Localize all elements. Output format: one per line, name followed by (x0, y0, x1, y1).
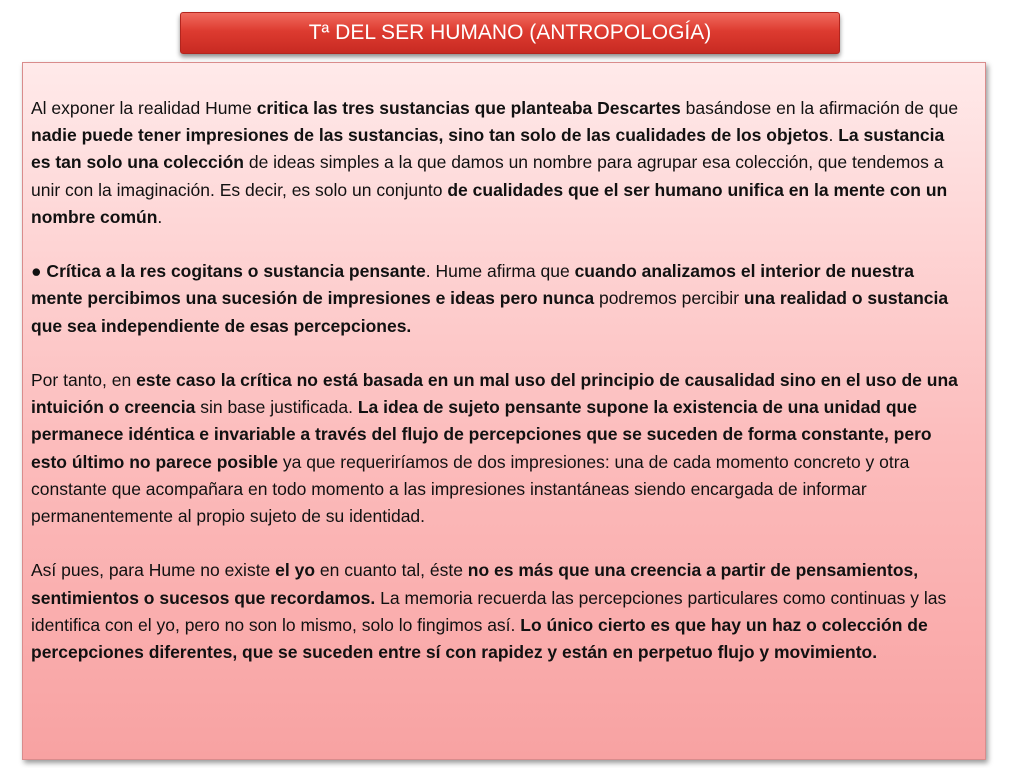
paragraph-res-cogitans: ● Crítica a la res cogitans o sustancia pensante. Hume afirma que cuando analizamos el interior de nuestra mente percibimos una sucesión de impresiones e ideas pero nunca podremos percibir una realidad o sustancia que sea independiente de esas percepciones. (31, 261, 949, 336)
body-text (31, 95, 966, 666)
content-panel (22, 62, 986, 760)
paragraph-causality: Por tanto, en este caso la crítica no está basada en un mal uso del principio de causalidad sino en el uso de una intuición o creencia sin base justificada. La idea de sujeto pensante supone la existencia de una unidad que permanece idéntica e invariable a través del flujo de percepciones que se suceden de forma constante, pero esto último no parece posible ya que requeriríamos de dos impresiones: una de cada momento concreto y otra constante que acompañara en todo momento a las impresiones instantáneas siendo encargada de informar permanentemente al propio sujeto de su identidad. (31, 370, 958, 527)
paragraph-substance-critique: Al exponer la realidad Hume critica las tres sustancias que planteaba Descartes basándose en la afirmación de que nadie puede tener impresiones de las sustancias, sino tan solo de las cualidades de los objetos. La sustancia es tan solo una colección de ideas simples a la que damos un nombre para agrupar esa colección, que tendemos a unir con la imaginación. Es decir, es solo un conjunto de cualidades que el ser humano unifica en la mente con un nombre común. (31, 98, 959, 227)
slide-title: Tª DEL SER HUMANO (ANTROPOLOGÍA) (180, 12, 840, 54)
paragraph-conclusion: Así pues, para Hume no existe el yo en cuanto tal, éste no es más que una creencia a partir de pensamientos, sentimientos o sucesos que recordamos. La memoria recuerda las percepciones particulares como continuas y las identifica con el yo, pero no son lo mismo, solo lo fingimos así. Lo único cierto es que hay un haz o colección de percepciones diferentes, que se suceden entre sí con rapidez y están en perpetuo flujo y movimiento. (31, 560, 947, 663)
